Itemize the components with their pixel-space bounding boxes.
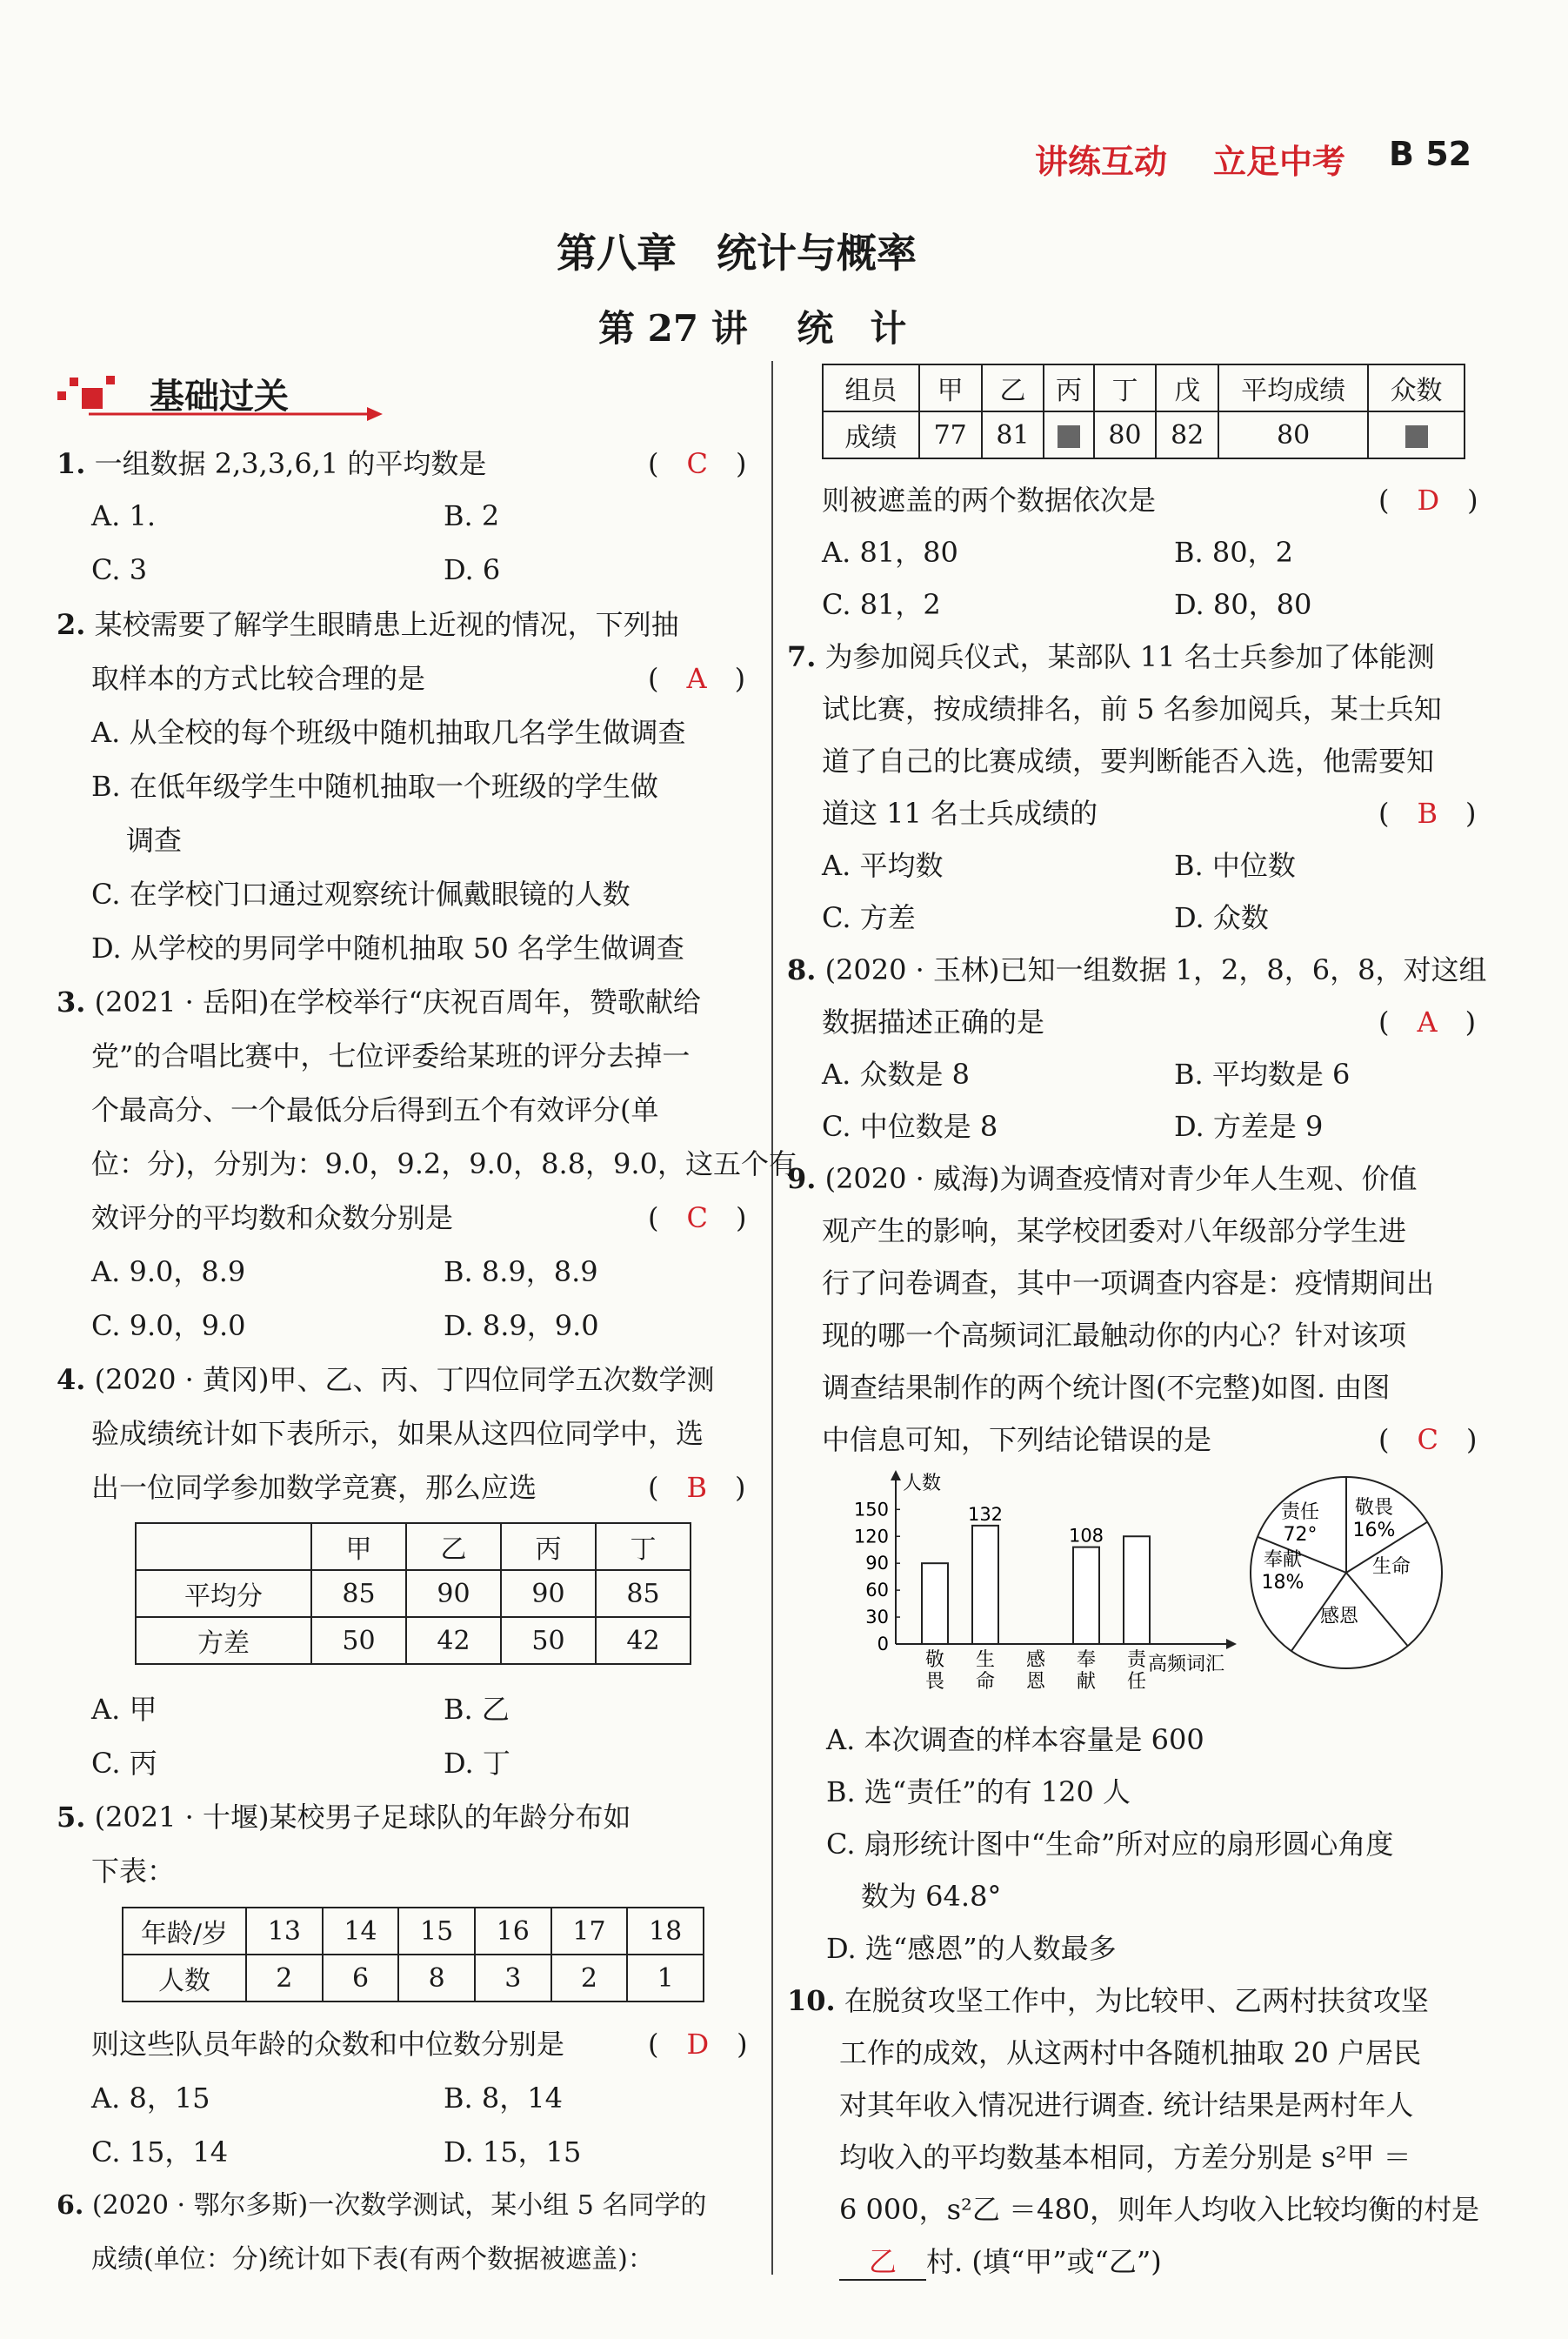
question-9-line: 现的哪一个高频词汇最触动你的内心？针对该项	[822, 1319, 1407, 1352]
masked-cell	[1044, 411, 1093, 458]
question-9-line: 观产生的影响，某学校团委对八年级部分学生进	[822, 1214, 1407, 1247]
option: C. 9.0，9.0	[91, 1309, 246, 1342]
question-7-line: 试比赛，按成绩排名，前 5 名参加阅兵，某士兵知	[822, 692, 1442, 725]
table-cell: 众数	[1368, 364, 1465, 411]
table-cell: 平均分	[136, 1570, 311, 1617]
pie-chart	[1244, 1470, 1457, 1674]
bar-data-label: 108	[1068, 1525, 1104, 1547]
option: A. 9.0，8.9	[91, 1255, 246, 1288]
question-8-line: 数据描述正确的是	[822, 1006, 1045, 1039]
table-cell: 8	[398, 1955, 475, 2002]
y-tick-label: 30	[865, 1607, 889, 1628]
x-tick-label: 任	[1126, 1671, 1147, 1693]
table-cell: 80	[1094, 411, 1157, 458]
masked-score-table	[822, 364, 1465, 459]
masked-cell	[1368, 411, 1465, 458]
y-tick-label: 150	[853, 1499, 889, 1520]
pie-slice-label: 奉献	[1263, 1549, 1303, 1571]
option: D. 从学校的男同学中随机抽取 50 名学生做调查	[91, 932, 684, 965]
table-cell: 85	[596, 1570, 691, 1617]
question-10-line: 对其年收入情况进行调查. 统计结果是两村年人	[839, 2088, 1414, 2122]
option: C. 丙	[91, 1747, 157, 1780]
table-cell: 13	[246, 1908, 323, 1955]
question-7-line: 道这 11 名士兵成绩的	[822, 797, 1098, 830]
question-3-line: 个最高分、一个最低分后得到五个有效评分(单	[91, 1093, 659, 1126]
bar	[1073, 1547, 1099, 1644]
answer-1: ( C )	[648, 447, 747, 480]
question-10-line: 6 000，s²乙 ＝480，则年人均收入比较均衡的村是	[839, 2193, 1480, 2226]
answer-7: ( B )	[1378, 797, 1477, 830]
option: A. 本次调查的样本容量是 600	[826, 1723, 1204, 1756]
question-9-line: 调查结果制作的两个统计图(不完整)如图. 由图	[822, 1371, 1391, 1404]
question-10-line: 工作的成效，从这两村中各随机抽取 20 户居民	[839, 2036, 1422, 2069]
table-cell: 81	[982, 411, 1044, 458]
question-5-line: 则这些队员年龄的众数和中位数分别是	[91, 2028, 565, 2061]
table-cell: 组员	[823, 364, 919, 411]
answer-3: ( C )	[648, 1201, 747, 1234]
table-cell: 50	[311, 1617, 406, 1664]
option: A. 从全校的每个班级中随机抽取几名学生做调查	[91, 716, 686, 749]
table-cell: 18	[627, 1908, 704, 1955]
question-9-line: 中信息可知，下列结论错误的是	[822, 1423, 1212, 1456]
x-tick-label: 畏	[924, 1671, 945, 1693]
table-cell	[136, 1523, 311, 1570]
question-10-line: 均收入的平均数基本相同，方差分别是 s²甲 ＝	[839, 2141, 1411, 2174]
table-cell: 丙	[501, 1523, 596, 1570]
option: B. 平均数是 6	[1174, 1058, 1351, 1091]
option: C. 扇形统计图中“生命”所对应的扇形圆心角度	[826, 1828, 1394, 1861]
y-tick-label: 60	[865, 1580, 889, 1601]
question-6-line: 成绩(单位：分)统计如下表(有两个数据被遮盖)：	[91, 2244, 654, 2275]
table-row	[823, 411, 1465, 458]
question-6: 6. (2020 · 鄂尔多斯)一次数学测试，某小组 5 名同学的	[57, 2190, 707, 2221]
table-cell: 2	[551, 1955, 628, 2002]
option: D. 15，15	[444, 2135, 582, 2169]
pie-slice-label: 16%	[1352, 1520, 1396, 1541]
age-table	[122, 1907, 704, 2002]
y-axis-arrow-icon	[891, 1470, 901, 1480]
bar	[922, 1563, 948, 1644]
question-2-line: 取样本的方式比较合理的是	[91, 662, 426, 695]
option: D. 选“感恩”的人数最多	[826, 1932, 1117, 1965]
table-row	[823, 364, 1465, 411]
option: A. 平均数	[822, 849, 944, 882]
question-3-line: 党”的合唱比赛中，七位评委给某班的评分去掉一	[91, 1039, 691, 1073]
pie-slice-label: 责任	[1280, 1501, 1320, 1523]
question-2: 2. 某校需要了解学生眼睛患上近视的情况，下列抽	[57, 608, 679, 641]
table-cell: 2	[246, 1955, 323, 2002]
x-tick-label: 责	[1126, 1649, 1147, 1671]
question-10: 10. 在脱贫攻坚工作中，为比较甲、乙两村扶贫攻坚	[787, 1984, 1429, 2017]
table-cell: 50	[501, 1617, 596, 1664]
column-divider	[771, 361, 773, 2275]
table-cell: 6	[323, 1955, 399, 2002]
option: D. 6	[444, 553, 501, 586]
y-axis-label: 人数	[903, 1473, 942, 1494]
option: B. 在低年级学生中随机抽取一个班级的学生做	[91, 770, 658, 803]
option: C. 中位数是 8	[822, 1110, 998, 1143]
table-cell: 16	[475, 1908, 551, 1955]
option: 调查	[126, 824, 183, 857]
option: B. 8，14	[444, 2082, 563, 2115]
question-4-line: 验成绩统计如下表所示，如果从这四位同学中，选	[91, 1417, 704, 1450]
answer-2: ( A )	[648, 662, 746, 695]
x-tick-label: 感	[1025, 1649, 1046, 1671]
table-cell: 17	[551, 1908, 628, 1955]
x-axis-arrow-icon	[1226, 1639, 1237, 1649]
y-tick-label: 90	[865, 1553, 889, 1574]
option: D. 8.9，9.0	[444, 1309, 599, 1342]
table-cell: 丙	[1044, 364, 1093, 411]
table-row	[123, 1908, 704, 1955]
table-cell: 85	[311, 1570, 406, 1617]
table-row	[123, 1955, 704, 2002]
option: C. 方差	[822, 901, 916, 934]
option: B. 80，2	[1174, 536, 1293, 569]
table-cell: 人数	[123, 1955, 246, 2002]
option: B. 乙	[444, 1693, 510, 1726]
table-cell: 77	[919, 411, 982, 458]
question-5: 5. (2021 · 十堰)某校男子足球队的年龄分布如	[57, 1801, 631, 1834]
question-3-line: 位：分)，分别为：9.0，9.2，9.0，8.8，9.0，这五个有	[91, 1147, 797, 1180]
option: B. 2	[444, 499, 500, 532]
table-row	[136, 1617, 691, 1664]
option: D. 众数	[1174, 901, 1269, 934]
question-10-answer-line: 乙 村. (填“甲”或“乙”)	[839, 2235, 1162, 2288]
table-row	[136, 1570, 691, 1617]
question-6-line: 则被遮盖的两个数据依次是	[822, 484, 1157, 517]
answer-8: ( A )	[1378, 1006, 1477, 1039]
pie-slice-label: 72°	[1283, 1524, 1318, 1546]
table-cell: 丁	[596, 1523, 691, 1570]
option: C. 3	[91, 553, 148, 586]
answer-5: ( D )	[648, 2028, 748, 2061]
bar	[1124, 1536, 1150, 1644]
question-1: 1. 一组数据 2,3,3,6,1 的平均数是	[57, 447, 487, 480]
question-9: 9. (2020 · 威海)为调查疫情对青少年人生观、价值	[787, 1162, 1418, 1195]
question-3-line: 效评分的平均数和众数分别是	[91, 1201, 454, 1234]
pie-slice-label: 生命	[1371, 1556, 1411, 1578]
table-cell: 甲	[919, 364, 982, 411]
table-cell: 丁	[1094, 364, 1157, 411]
option: A. 81，80	[822, 536, 958, 569]
header-slogan-1: 讲练互动	[1035, 143, 1168, 181]
question-4-line: 出一位同学参加数学竞赛，那么应选	[91, 1471, 537, 1504]
table-cell: 平均成绩	[1218, 364, 1368, 411]
bar	[972, 1526, 998, 1644]
table-cell: 90	[501, 1570, 596, 1617]
x-tick-label: 命	[975, 1671, 996, 1693]
mask-block-icon	[1405, 425, 1428, 448]
answer-6: ( D )	[1378, 484, 1478, 517]
x-tick-label: 献	[1076, 1671, 1097, 1693]
table-cell: 80	[1218, 411, 1368, 458]
option: D. 方差是 9	[1174, 1110, 1324, 1143]
y-tick-label: 0	[877, 1634, 889, 1654]
table-cell: 戊	[1156, 364, 1218, 411]
bar-chart	[844, 1470, 1270, 1714]
option: A. 甲	[91, 1693, 157, 1726]
question-7: 7. 为参加阅兵仪式，某部队 11 名士兵参加了体能测	[787, 640, 1435, 673]
section-title: 基础过关	[150, 377, 289, 417]
table-cell: 90	[406, 1570, 501, 1617]
x-tick-label: 奉	[1076, 1649, 1097, 1671]
question-4: 4. (2020 · 黄冈)甲、乙、丙、丁四位同学五次数学测	[57, 1363, 715, 1396]
question-5-line: 下表：	[91, 1854, 176, 1888]
header-slogan-2: 立足中考	[1213, 143, 1346, 181]
table-row	[136, 1523, 691, 1570]
option: D. 丁	[444, 1747, 510, 1780]
option: C. 在学校门口通过观察统计佩戴眼镜的人数	[91, 878, 631, 911]
answer-4: ( B )	[648, 1471, 746, 1504]
table-cell: 1	[627, 1955, 704, 2002]
option: A. 1.	[91, 499, 156, 532]
pie-slice-label: 18%	[1261, 1572, 1304, 1594]
section-badge	[54, 365, 384, 426]
answer-9: ( C )	[1378, 1423, 1478, 1456]
table-cell: 年龄/岁	[123, 1908, 246, 1955]
chapter-title: 第八章 统计与概率	[557, 230, 917, 277]
option: A. 众数是 8	[822, 1058, 970, 1091]
answer-10: 乙	[839, 2244, 926, 2281]
question-7-line: 道了自己的比赛成绩，要判断能否入选，他需要知	[822, 745, 1435, 778]
table-cell: 15	[398, 1908, 475, 1955]
option: B. 中位数	[1174, 849, 1296, 882]
option: B. 8.9，8.9	[444, 1255, 598, 1288]
table-cell: 成绩	[823, 411, 919, 458]
y-tick-label: 120	[853, 1526, 889, 1547]
table-cell: 42	[596, 1617, 691, 1664]
question-9-line: 行了问卷调查，其中一项调查内容是：疫情期间出	[822, 1266, 1435, 1300]
table-cell: 42	[406, 1617, 501, 1664]
table-cell: 乙	[406, 1523, 501, 1570]
lecture-title: 第 27 讲 统 计	[598, 307, 907, 350]
option: B. 选“责任”的有 120 人	[826, 1775, 1131, 1808]
table-cell: 甲	[311, 1523, 406, 1570]
x-tick-label: 恩	[1025, 1671, 1046, 1693]
question-3: 3. (2021 · 岳阳)在学校举行“庆祝百周年，赞歌献给	[57, 986, 701, 1019]
table-cell: 方差	[136, 1617, 311, 1664]
x-axis-label: 高频词汇	[1148, 1654, 1225, 1675]
option: 数为 64.8°	[861, 1880, 1002, 1913]
option: A. 8，15	[91, 2082, 210, 2115]
bar-data-label: 132	[967, 1503, 1004, 1525]
table-cell: 3	[475, 1955, 551, 2002]
page-number: B 52	[1389, 135, 1472, 173]
x-tick-label: 敬	[924, 1649, 945, 1671]
option: C. 81，2	[822, 588, 941, 621]
pie-slice-label: 敬畏	[1354, 1497, 1394, 1519]
pie-slice-label: 感恩	[1319, 1606, 1359, 1627]
table-cell: 乙	[982, 364, 1044, 411]
question-8: 8. (2020 · 玉林)已知一组数据 1，2，8，6，8，对这组	[787, 953, 1487, 986]
option: C. 15，14	[91, 2135, 229, 2169]
table-cell: 82	[1156, 411, 1218, 458]
option: D. 80，80	[1174, 588, 1312, 621]
x-tick-label: 生	[975, 1649, 996, 1671]
table-cell: 14	[323, 1908, 399, 1955]
score-table	[135, 1522, 691, 1665]
mask-block-icon	[1058, 425, 1080, 448]
